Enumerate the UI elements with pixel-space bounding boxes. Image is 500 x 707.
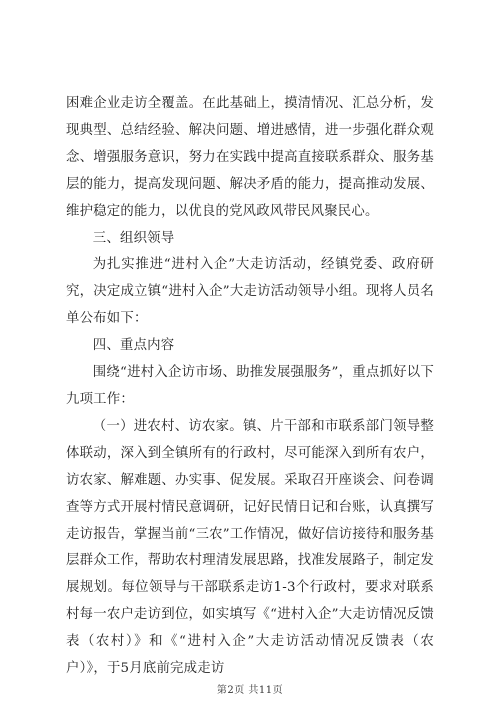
paragraph-leading-group: 为扎实推进“进村入企”大走访活动，经镇党委、政府研究，决定成立镇“进村入企”大走访活动领导小组。现将人员名单公布如下：	[66, 257, 434, 327]
section-heading-organization: 三、组织领导	[92, 230, 175, 246]
paragraph-continued: 困难企业走访全覆盖。在此基础上，摸清情况、汇总分析，发现典型、总结经验、解决问题、增进感情，进一步强化群众观念、增强服务意识，努力在实践中提高直接联系群众、服务基层的能力，提高发现问题、解决矛盾的能力，提高推动发展、维护稳定的能力，以优良的党风政风带民风聚民心。	[66, 96, 434, 219]
paragraph-key-work-intro: 围绕“进村入企访市场、助推发展强服务”，重点抓好以下九项工作：	[66, 365, 434, 407]
document-body	[66, 91, 434, 683]
page-number-footer: 第2页 共11页	[216, 685, 284, 696]
section-heading-key-content: 四、重点内容	[92, 338, 175, 354]
paragraph-item-one: （一）进农村、访农家。镇、片干部和市联系部门领导整体联动，深入到全镇所有的行政村，尽可能深入到所有农户，访农家、解难题、办实事、促发展。采取召开座谈会、问卷调查等方式开展村情民意调研，记好民情日记和台账，认真撰写走访报告，掌握当前“三农”工作情况，做好信访接待和服务基层群众工作，帮助农村理清发展思路，找准发展路子，制定发展规划。每位领导与干部联系走访1-3个行政村，要求对联系村每一农户走访到位，如实填写《“进村入企”大走访情况反馈表（农村）》和《“进村入企”大走访活动情况反馈表（农户）》，于5月底前完成走访	[66, 418, 434, 677]
